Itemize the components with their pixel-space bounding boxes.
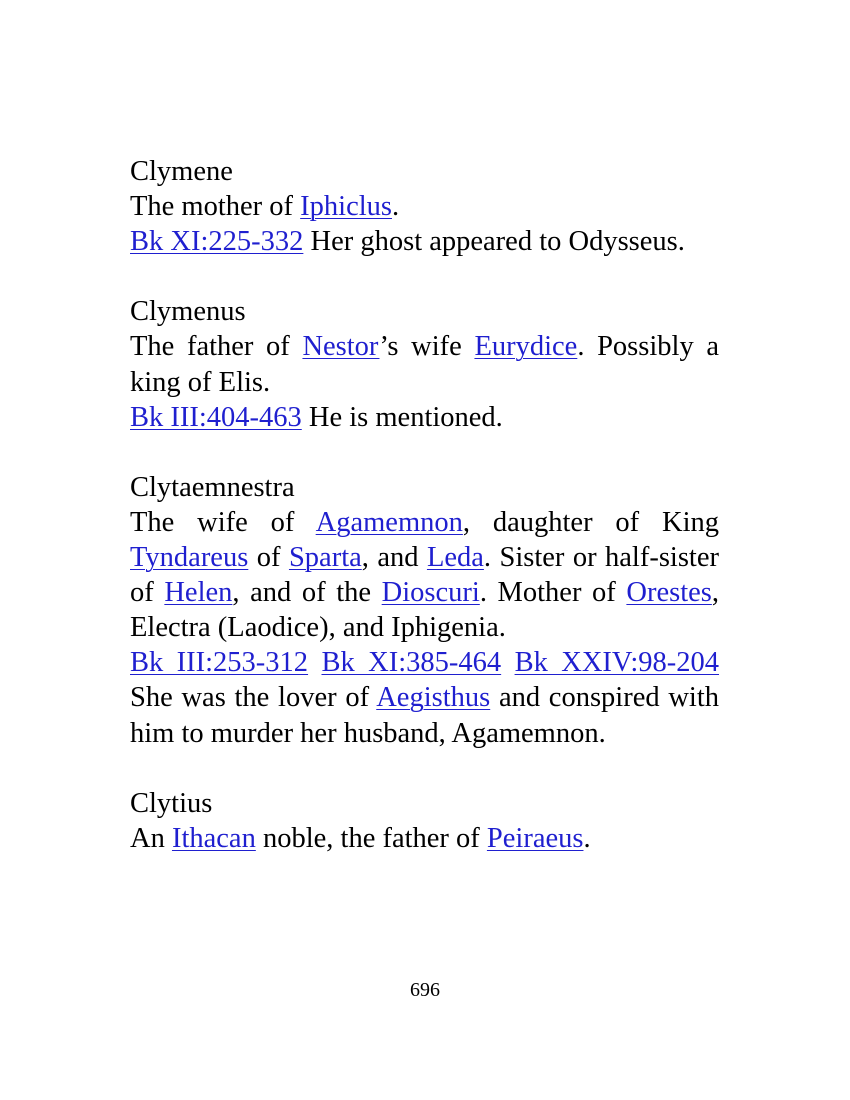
entry-name: Clymenus: [130, 296, 246, 328]
glossary-entry: [130, 470, 719, 751]
text-run: An: [130, 822, 172, 854]
entry-references: [130, 400, 719, 435]
link-dioscuri[interactable]: Dioscuri: [381, 577, 480, 609]
entry-description: [130, 505, 719, 645]
text-run: of: [248, 542, 289, 574]
text-run: and conspired with him to murder her husband, Agamemnon.: [130, 682, 719, 749]
entry-name: Clytius: [130, 787, 213, 819]
text-run: .: [583, 822, 591, 854]
glossary-entry: [130, 786, 719, 856]
text-run: Her ghost appeared to Odysseus.: [303, 226, 685, 258]
text-run: , daughter of King: [462, 506, 719, 538]
text-run: The mother of: [130, 191, 301, 223]
text-run: noble, the father of: [255, 822, 487, 854]
text-run: ’s wife: [379, 331, 475, 363]
glossary-content: [130, 154, 719, 891]
link-nestor[interactable]: Nestor: [302, 331, 380, 363]
text-run: . Sister or half-sister of: [130, 542, 719, 609]
glossary-entry: [130, 154, 719, 259]
text-run: . Possibly a king of Elis.: [130, 331, 719, 398]
text-run: She was the lover of: [130, 682, 377, 714]
entry-description: [130, 821, 719, 856]
link-ithacan[interactable]: Ithacan: [171, 822, 256, 854]
entry-references: [130, 224, 719, 259]
entry-references: [130, 645, 719, 750]
link-leda[interactable]: Leda: [426, 542, 484, 574]
page-number: 696: [410, 979, 440, 1001]
link-peiraeus[interactable]: Peiraeus: [486, 822, 584, 854]
link-bk-iii-404-463[interactable]: Bk III:404-463: [130, 401, 302, 433]
text-run: .: [391, 191, 400, 223]
entry-name: Clymene: [130, 156, 233, 187]
text-run: , and: [361, 542, 427, 574]
link-eurydice[interactable]: Eurydice: [474, 331, 578, 363]
text-run: , and of the: [232, 577, 382, 609]
link-bk-xi-385-464[interactable]: Bk XI:385-464: [321, 647, 502, 679]
link-tyndareus[interactable]: Tyndareus: [130, 542, 249, 574]
text-run: [308, 647, 321, 678]
glossary-entry: [130, 294, 719, 434]
entry-name: Clytaemnestra: [130, 471, 295, 503]
link-aegisthus[interactable]: Aegisthus: [376, 682, 491, 714]
link-sparta[interactable]: Sparta: [288, 542, 362, 574]
link-bk-xxiv-98-204[interactable]: Bk XXIV:98-204: [514, 647, 720, 679]
text-run: He is mentioned.: [301, 401, 503, 433]
text-run: The father of: [130, 331, 303, 363]
link-agamemnon[interactable]: Agamemnon: [315, 506, 463, 538]
link-bk-iii-253-312[interactable]: Bk III:253-312: [130, 647, 309, 679]
link-iphiclus[interactable]: Iphiclus: [300, 191, 392, 223]
link-orestes[interactable]: Orestes: [626, 577, 712, 609]
link-helen[interactable]: Helen: [164, 577, 233, 609]
link-bk-xi-225-332[interactable]: Bk XI:225-332: [130, 226, 304, 258]
text-run: [501, 647, 514, 678]
text-run: The wife of: [130, 506, 316, 538]
text-run: . Mother of: [479, 577, 627, 609]
text-run: , Electra (Laodice), and Iphigenia.: [130, 577, 719, 644]
entry-description: [130, 189, 719, 224]
entry-description: [130, 329, 719, 399]
